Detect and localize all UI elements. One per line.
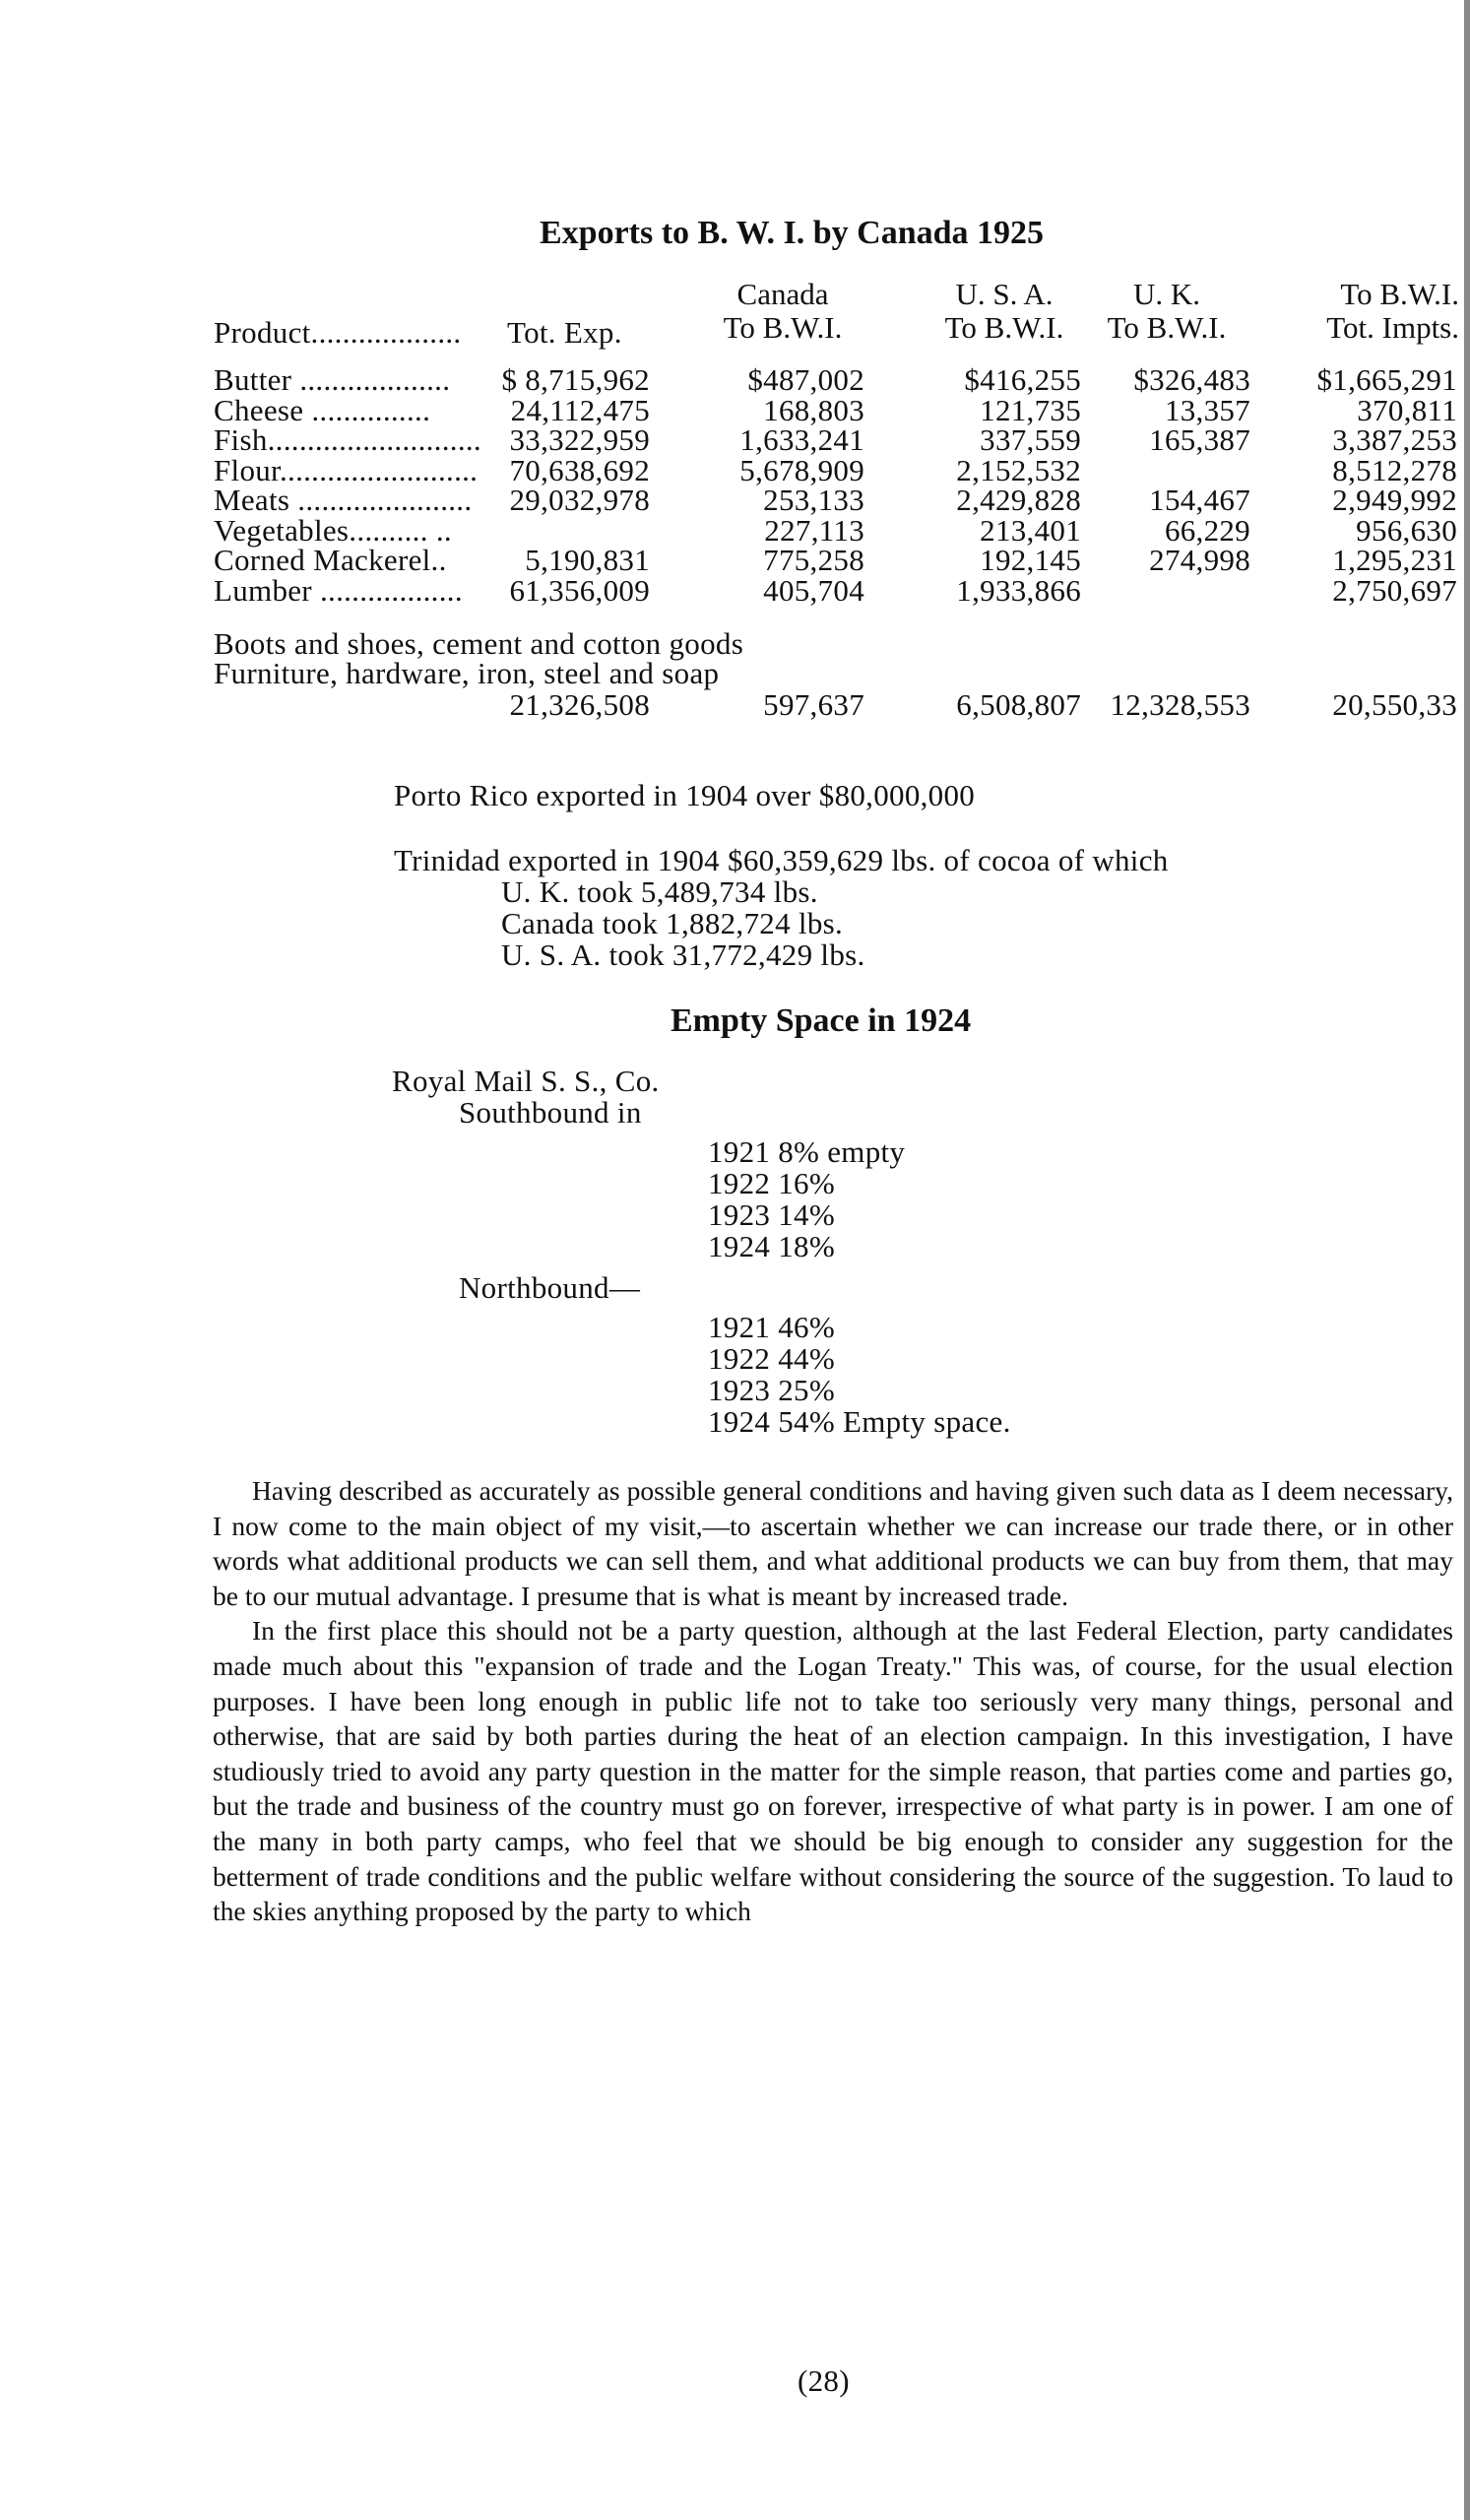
table-cell-usa: 2,429,828 [956,483,1081,517]
table-cell-usa: 1,933,866 [956,572,1081,608]
northbound-1924: 1924 54% Empty space. [708,1404,1011,1439]
body-text [213,1473,1453,1929]
table-cell-product: Lumber .................. [214,572,463,608]
table-cell-canada: 775,258 [763,543,864,577]
southbound-label: Southbound in [459,1095,642,1130]
table-cell-canada: 405,704 [763,572,864,608]
header-usa [911,278,1098,345]
header-bwi-total [1272,278,1459,345]
table-cell-tot: 61,356,009 [509,572,650,608]
header-canada [689,278,876,345]
extra-row-1: Boots and shoes, cement and cotton goods [214,626,744,661]
header-uk-line1: U. K. [1132,277,1201,311]
table-cell-uk: 66,229 [1164,512,1250,548]
extra-row-2: Furniture, hardware, iron, steel and soap [214,656,720,690]
table-cell-usa: 192,145 [980,543,1081,577]
table-cell-bwi: 1,295,231 [1332,543,1457,577]
table-cell-bwi: 2,750,697 [1332,572,1457,608]
total-canada: 597,637 [763,687,864,722]
table-cell-uk: 154,467 [1149,483,1250,517]
table-cell-bwi: 3,387,253 [1332,422,1457,457]
table-cell-uk: 274,998 [1149,543,1250,577]
northbound-1922: 1922 44% [708,1341,835,1376]
southbound-1922: 1922 16% [708,1166,835,1200]
table-cell-tot: $ 8,715,962 [501,362,650,397]
empty-space-heading: Empty Space in 1924 [671,1002,972,1039]
table-cell-tot: 24,112,475 [510,392,650,427]
northbound-1921: 1921 46% [708,1310,835,1344]
header-canada-line2: To B.W.I. [723,310,843,345]
table-cell-product: Meats ...................... [214,483,473,517]
table-cell-bwi: 956,630 [1356,512,1457,548]
header-uk [1083,278,1250,345]
table-cell-bwi: $1,665,291 [1316,362,1457,397]
page-number: (28) [798,2363,850,2398]
header-product: Product................... [214,315,462,350]
table-cell-bwi: 2,949,992 [1332,483,1457,517]
table-cell-product: Cheese ............... [214,392,431,427]
total-usa: 6,508,807 [956,687,1081,722]
table-cell-bwi: 370,811 [1357,392,1457,427]
trinidad-line-4: U. S. A. took 31,772,429 lbs. [501,937,865,972]
table-cell-canada: 168,803 [763,392,864,427]
table-cell-tot: 29,032,978 [509,483,650,517]
table-cell-bwi: 8,512,278 [1332,452,1457,487]
header-canada-line1: Canada [736,277,829,311]
table-cell-usa: $416,255 [964,362,1081,397]
southbound-1924: 1924 18% [708,1229,835,1263]
company-name: Royal Mail S. S., Co. [392,1064,660,1098]
table-cell-canada: 253,133 [763,483,864,517]
table-cell-usa: 213,401 [980,512,1081,548]
trinidad-line-1: Trinidad exported in 1904 $60,359,629 lbs. of cocoa of which [394,843,1169,877]
total-tot-exp: 21,326,508 [509,687,650,722]
table-title: Exports to B. W. I. by Canada 1925 [540,215,1045,251]
table-cell-uk: 165,387 [1149,422,1250,457]
header-uk-line2: To B.W.I. [1107,310,1227,345]
northbound-1923: 1923 25% [708,1373,835,1407]
paragraph-2: In the first place this should not be a party question, although at the last Federal Election, party candidates made much about this "expansion of trade and the Logan Treaty." This was, of course, for the usual election purposes. I have been long enough in public life not to take too seriously very many things, personal and otherwise, that are said by both parties during the heat of an election campaign. In this investigation, I have studiously tried to avoid any party question in the matter for the simple reason, that parties come and parties go, but the trade and business of the country must go on forever, irrespective of what party is in power. I am one of the many in both party camps, who feel that we should be big enough to consider any suggestion for the betterment of trade conditions and the public welfare without considering the source of the suggestion. To laud to the skies anything proposed by the party to which [213,1615,1453,1927]
table-cell-product: Butter ................... [214,362,451,397]
porto-rico-line: Porto Rico exported in 1904 over $80,000,000 [394,778,976,812]
header-bwi-line2: Tot. Impts. [1326,310,1459,345]
scan-edge [1464,0,1470,2520]
northbound-label: Northbound— [459,1270,641,1305]
total-uk: 12,328,553 [1110,687,1250,722]
table-cell-canada: 5,678,909 [739,452,864,487]
table-cell-product: Corned Mackerel.. [214,543,447,577]
southbound-1921: 1921 8% empty [708,1134,906,1169]
table-cell-usa: 121,735 [980,392,1081,427]
table-cell-product: Fish........................... [214,422,481,457]
table-cell-usa: 2,152,532 [956,452,1081,487]
table-cell-canada: $487,002 [747,362,864,397]
table-cell-tot: 5,190,831 [525,543,650,577]
paragraph-1: Having described as accurately as possible general conditions and having given such data as I deem necessary, I now come to the main object of my visit,—to ascertain whether we can increase our trade there, or in other words what additional products we can sell them, and what additional products we can buy from them, that may be to our mutual advantage. I presume that is what is meant by increased trade. [213,1475,1453,1611]
table-cell-canada: 1,633,241 [739,422,864,457]
table-cell-tot: 70,638,692 [509,452,650,487]
total-bwi: 20,550,33 [1332,687,1457,722]
table-cell-uk: 13,357 [1164,392,1250,427]
header-usa-line2: To B.W.I. [944,310,1064,345]
header-bwi-line1: To B.W.I. [1340,277,1459,311]
header-usa-line1: U. S. A. [955,277,1054,311]
trinidad-line-3: Canada took 1,882,724 lbs. [501,906,844,940]
table-cell-uk: $326,483 [1133,362,1250,397]
table-cell-product: Vegetables.......... .. [214,512,452,548]
trinidad-line-2: U. K. took 5,489,734 lbs. [501,874,818,909]
table-cell-usa: 337,559 [980,422,1081,457]
table-cell-tot: 33,322,959 [509,422,650,457]
header-tot-exp: Tot. Exp. [507,315,622,350]
table-cell-canada: 227,113 [764,512,864,548]
table-cell-product: Flour......................... [214,452,479,487]
southbound-1923: 1923 14% [708,1197,835,1232]
